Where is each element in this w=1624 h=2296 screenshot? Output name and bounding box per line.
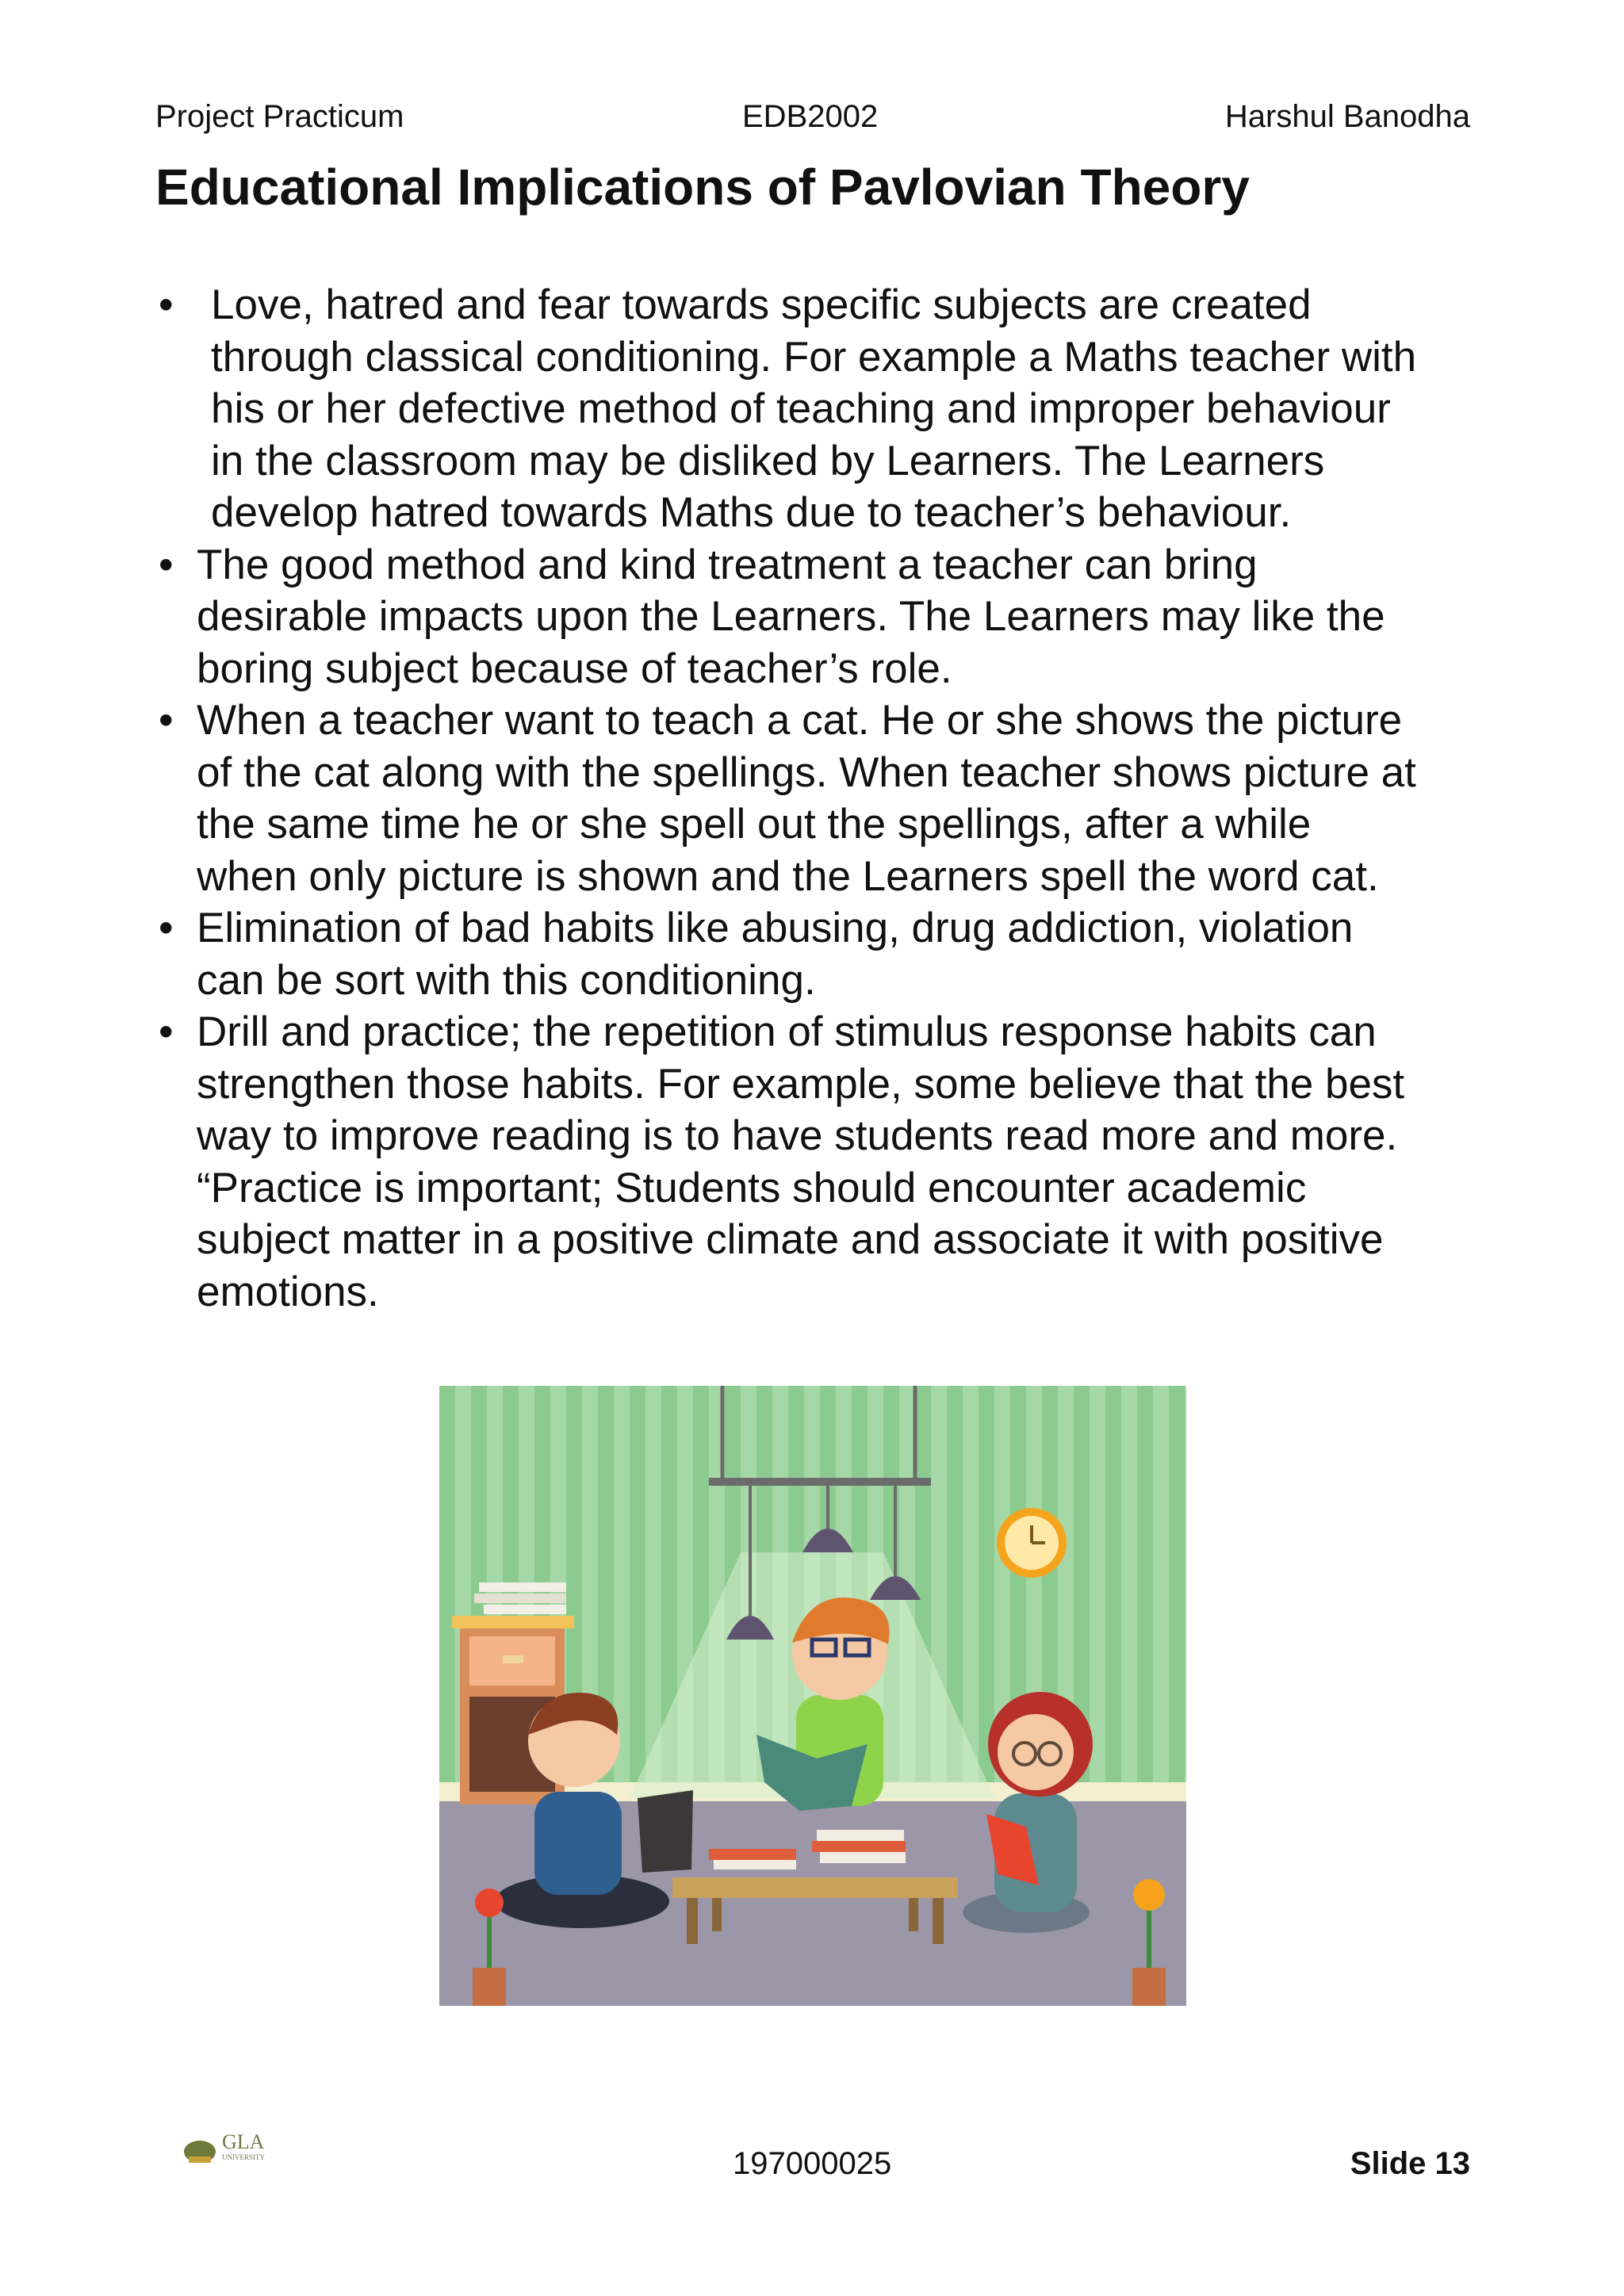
bullet-line: strengthen those habits. For example, some believe that the best	[197, 1060, 1405, 1108]
bullet-line: develop hatred towards Maths due to teacher’s behaviour.	[211, 489, 1292, 536]
bullet-line: Love, hatred and fear towards specific subjects are created	[211, 281, 1312, 328]
bullet-line: Drill and practice; the repetition of stimulus response habits can	[197, 1008, 1377, 1055]
header-course-label: Project Practicum	[155, 99, 404, 134]
bullet-item	[155, 695, 1488, 902]
bullet-line: when only picture is shown and the Learners spell the word cat.	[197, 852, 1379, 900]
bullet-line: When a teacher want to teach a cat. He or she shows the picture	[197, 697, 1403, 744]
bullet-line: “Practice is important; Students should encounter academic	[197, 1164, 1307, 1211]
bullet-item	[155, 539, 1488, 695]
logo-text: GLA	[222, 2130, 265, 2153]
bullet-line: emotions.	[197, 1268, 379, 1315]
bullet-item	[155, 279, 1488, 539]
slide-title: Educational Implications of Pavlovian Theory	[155, 159, 1250, 216]
footer-slide-number: Slide 13	[1350, 2146, 1470, 2181]
bullet-line: through classical conditioning. For example a Maths teacher with	[211, 333, 1417, 381]
flower-right	[1133, 1879, 1165, 1911]
bullet-line: can be sort with this conditioning.	[197, 956, 816, 1004]
bullet-marker: •	[159, 1008, 174, 1055]
bullet-line: subject matter in a positive climate and associate it with positive	[197, 1216, 1384, 1263]
bullet-line: The good method and kind treatment a teacher can bring	[197, 541, 1258, 588]
bullet-line: of the cat along with the spellings. When teacher shows picture at	[197, 748, 1416, 796]
header-course-code: EDB2002	[742, 99, 879, 134]
logo-subtext: UNIVERSITY	[222, 2153, 265, 2161]
classroom-reading-illustration	[439, 1386, 1186, 2006]
boy-left-book	[638, 1790, 693, 1873]
boy-left-body	[534, 1792, 622, 1895]
bullet-line: Elimination of bad habits like abusing, drug addiction, violation	[197, 905, 1354, 951]
bullet-marker: •	[159, 905, 174, 951]
bullet-marker: •	[159, 281, 174, 328]
bullet-list	[155, 279, 1488, 1318]
bullet-line: his or her defective method of teaching and improper behaviour	[211, 385, 1391, 432]
bullet-marker: •	[159, 697, 174, 744]
bullet-line: boring subject because of teacher’s role.	[197, 645, 952, 692]
table	[672, 1877, 958, 1898]
bullet-line: the same time he or she spell out the spellings, after a while	[197, 801, 1312, 848]
header-author-name: Harshul Banodha	[1224, 99, 1470, 134]
footer-student-id: 197000025	[733, 2146, 892, 2181]
bullet-item	[155, 1006, 1488, 1318]
slide-header	[155, 97, 1470, 136]
bullet-marker: •	[159, 541, 174, 588]
bullet-line: desirable impacts upon the Learners. The Learners may like the	[197, 593, 1385, 640]
bullet-item	[155, 902, 1488, 1006]
flower-left	[475, 1888, 504, 1917]
bullet-line: in the classroom may be disliked by Learners. The Learners	[211, 437, 1325, 484]
university-logo	[181, 2125, 279, 2172]
bullet-line: way to improve reading is to have students read more and more.	[197, 1112, 1398, 1159]
